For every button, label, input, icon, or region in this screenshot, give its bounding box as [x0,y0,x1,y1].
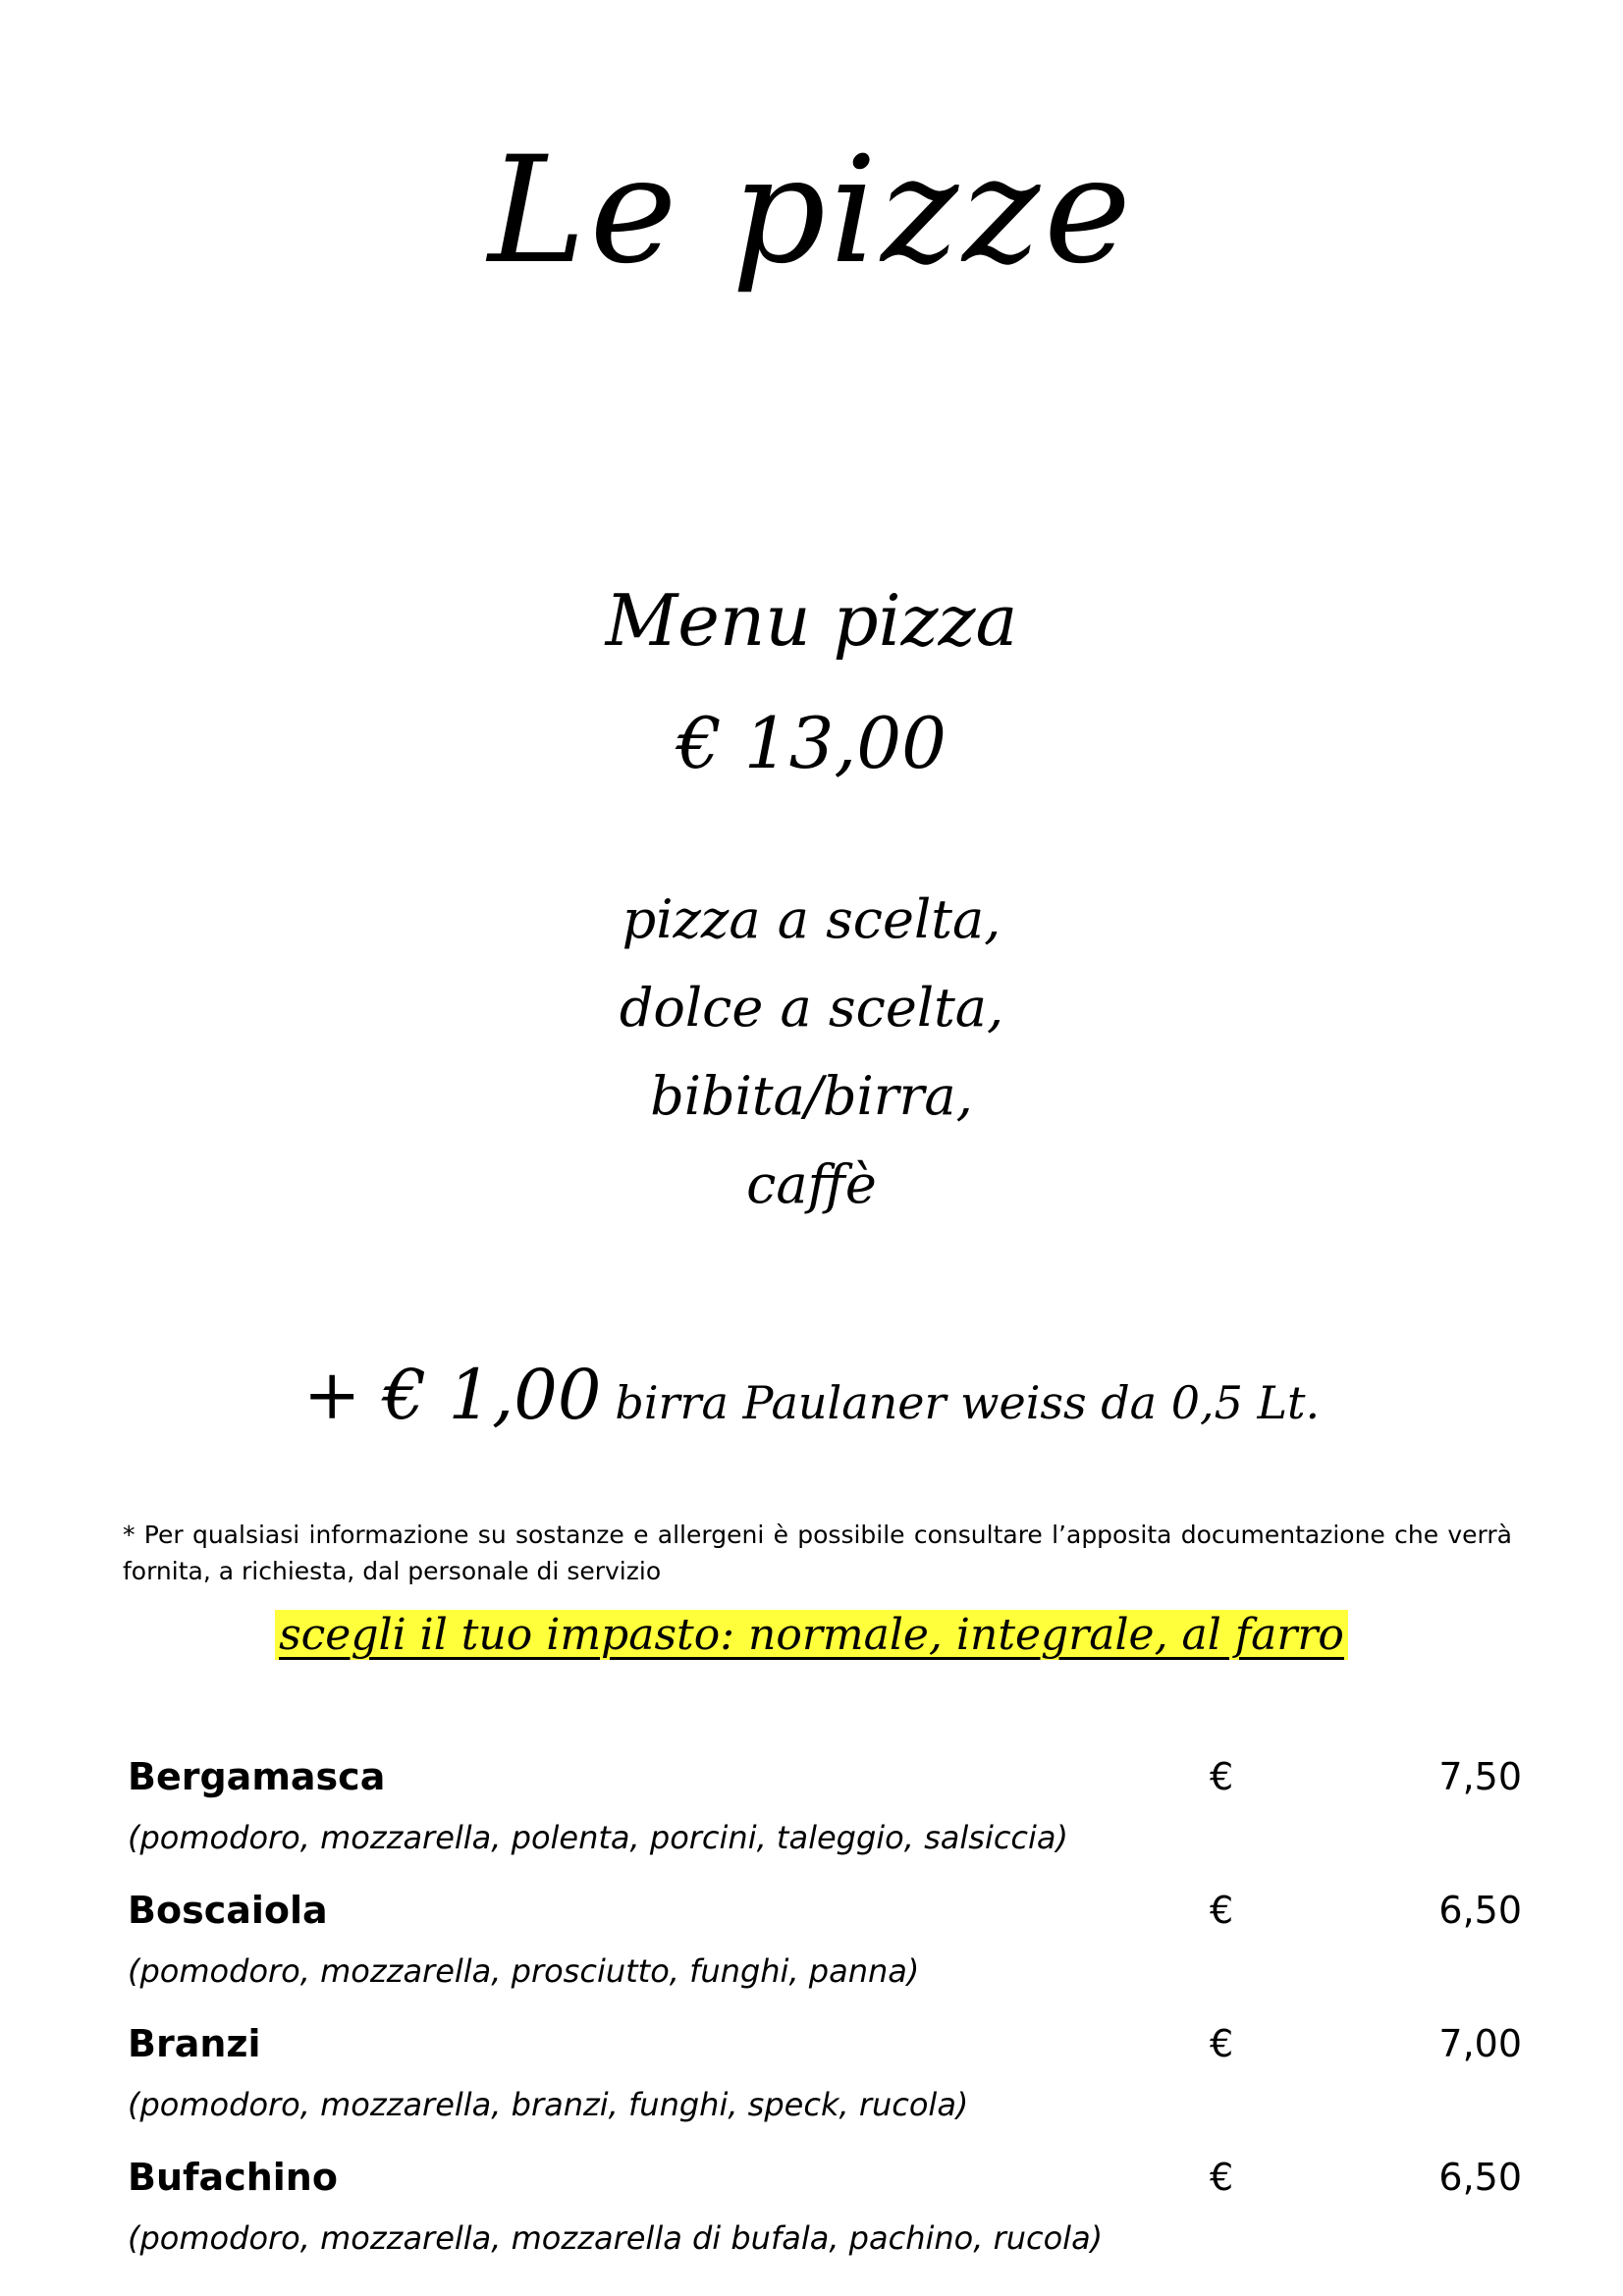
beer-addon-text: birra Paulaner weiss da 0,5 Lt. [615,1376,1321,1429]
pizza-ingredients: (pomodoro, mozzarella, branzi, funghi, speck, rucola) [128,2086,969,2123]
currency-symbol: € [1210,2022,1234,2065]
menu-price: € 13,00 [676,702,947,784]
pizza-name: Boscaiola [128,1889,328,1932]
pizza-price: 7,50 [1438,1755,1522,1798]
pizza-ingredients: (pomodoro, mozzarella, mozzarella di bufala, pachino, rucola) [128,2219,1104,2257]
allergen-note: * Per qualsiasi informazione su sostanze e allergeni è possibile consultare l’apposita documentazione che verrà fornita, a richiesta, dal personale di servizio [123,1521,1512,1585]
currency-symbol: € [1210,1889,1234,1932]
pizza-name: Bergamasca [128,1755,386,1798]
pizza-name: Branzi [128,2022,261,2065]
menu-include-coffee: caffè [746,1153,877,1215]
pizza-ingredients: (pomodoro, mozzarella, polenta, porcini, taleggio, salsiccia) [128,1819,1068,1856]
menu-include-dessert: dolce a scelta, [619,977,1004,1039]
page-title: Le pizze [488,126,1135,296]
dough-choice-banner [0,1610,1623,1660]
pizza-item [128,2148,1522,2285]
beer-addon-price: + € 1,00 [302,1355,602,1435]
pizza-item [128,2014,1522,2152]
menu-include-drink: bibita/birra, [650,1065,973,1127]
menu-title: Menu pizza [605,579,1018,662]
pizza-price: 6,50 [1438,1889,1522,1932]
currency-symbol: € [1210,1755,1234,1798]
pizza-price: 7,00 [1438,2022,1522,2065]
currency-symbol: € [1210,2156,1234,2199]
pizza-item [128,1747,1522,1885]
pizza-price: 6,50 [1438,2156,1522,2199]
pizza-ingredients: (pomodoro, mozzarella, prosciutto, funghi, panna) [128,1952,920,1990]
pizza-item [128,1881,1522,2018]
beer-addon [0,1355,1623,1435]
menu-include-pizza: pizza a scelta, [622,888,1001,950]
pizza-name: Bufachino [128,2156,338,2199]
dough-choice-text: scegli il tuo impasto: normale, integrale, al farro [275,1610,1348,1660]
